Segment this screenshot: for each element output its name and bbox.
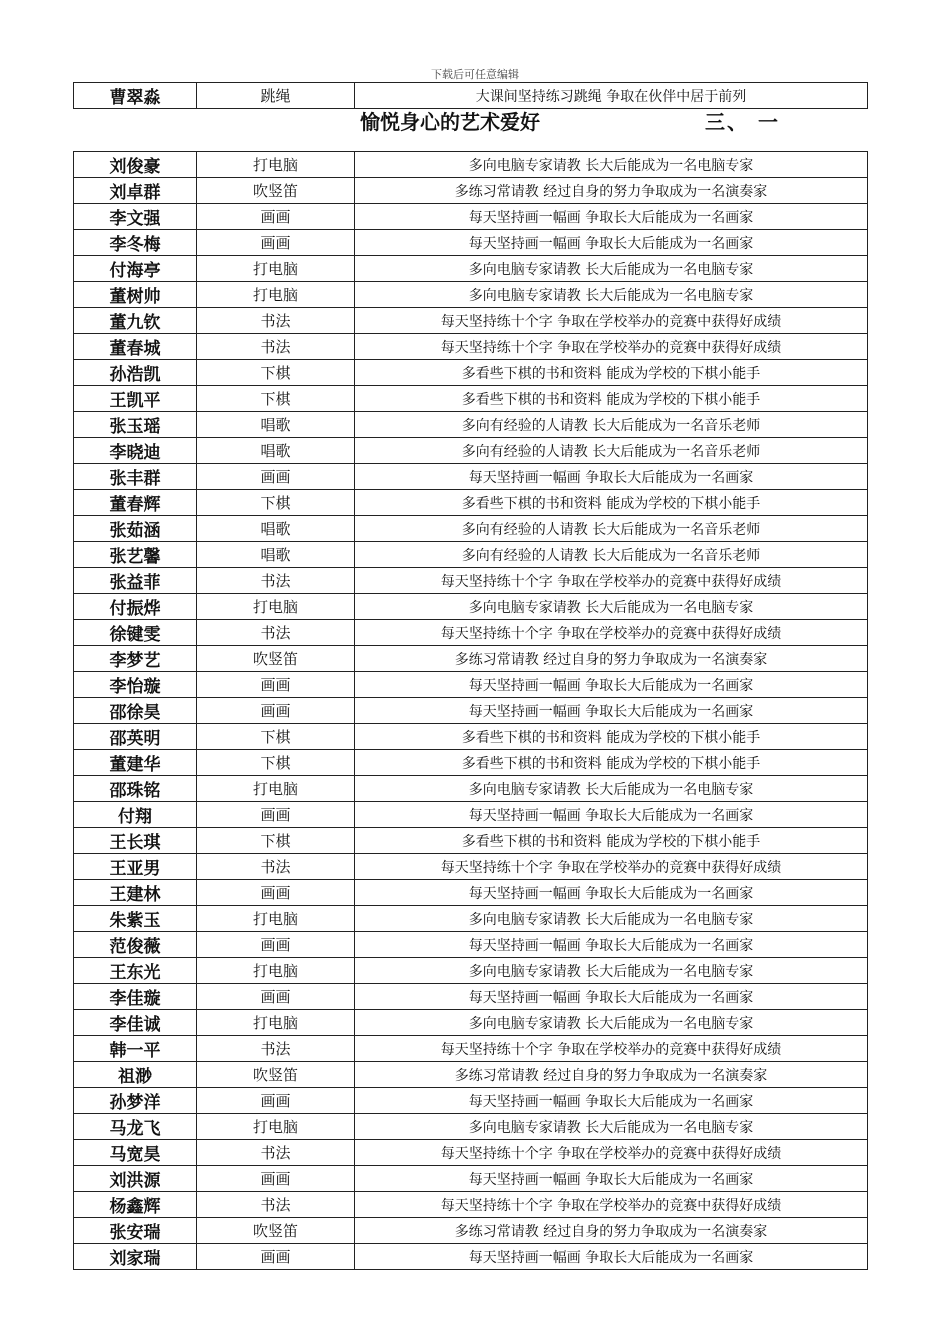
- plan-cell: 多向电脑专家请教 长大后能成为一名电脑专家: [355, 256, 868, 282]
- student-name: 刘卓群: [74, 178, 197, 204]
- plan-cell: 多向电脑专家请教 长大后能成为一名电脑专家: [355, 594, 868, 620]
- plan-cell: 多向电脑专家请教 长大后能成为一名电脑专家: [355, 282, 868, 308]
- table-row: [74, 854, 868, 880]
- student-name: 张茹涵: [74, 516, 197, 542]
- plan-cell: 每天坚持画一幅画 争取长大后能成为一名画家: [355, 230, 868, 256]
- student-name: 董建华: [74, 750, 197, 776]
- plan-cell: 多向电脑专家请教 长大后能成为一名电脑专家: [355, 152, 868, 178]
- table-row: [74, 83, 868, 109]
- table-row: [74, 386, 868, 412]
- student-name: 邵珠铭: [74, 776, 197, 802]
- student-name: 王建林: [74, 880, 197, 906]
- table-row: [74, 308, 868, 334]
- student-name: 李梦艺: [74, 646, 197, 672]
- table-row: [74, 958, 868, 984]
- plan-cell: 多练习常请教 经过自身的努力争取成为一名演奏家: [355, 1218, 868, 1244]
- table-row: [74, 620, 868, 646]
- hobby-cell: 画画: [197, 932, 355, 958]
- hobby-cell: 书法: [197, 1036, 355, 1062]
- table-row: [74, 360, 868, 386]
- hobby-cell: 打电脑: [197, 1010, 355, 1036]
- hobby-cell: 画画: [197, 1244, 355, 1270]
- plan-cell: 每天坚持画一幅画 争取长大后能成为一名画家: [355, 698, 868, 724]
- student-name: 邵徐昊: [74, 698, 197, 724]
- plan-cell: 多向有经验的人请教 长大后能成为一名音乐老师: [355, 516, 868, 542]
- student-name: 董九钦: [74, 308, 197, 334]
- hobby-cell: 跳绳: [197, 83, 355, 109]
- student-name: 朱紫玉: [74, 906, 197, 932]
- table-row: [74, 828, 868, 854]
- table-row: [74, 334, 868, 360]
- student-name: 李怡璇: [74, 672, 197, 698]
- table-row: [74, 230, 868, 256]
- hobby-cell: 画画: [197, 802, 355, 828]
- hobby-cell: 下棋: [197, 386, 355, 412]
- plan-cell: 多看些下棋的书和资料 能成为学校的下棋小能手: [355, 828, 868, 854]
- plan-cell: 每天坚持画一幅画 争取长大后能成为一名画家: [355, 672, 868, 698]
- plan-cell: 多看些下棋的书和资料 能成为学校的下棋小能手: [355, 490, 868, 516]
- student-name: 王凯平: [74, 386, 197, 412]
- hobby-cell: 书法: [197, 1140, 355, 1166]
- student-name: 刘俊豪: [74, 152, 197, 178]
- hobby-cell: 打电脑: [197, 282, 355, 308]
- table-row: [74, 1166, 868, 1192]
- student-name: 范俊薇: [74, 932, 197, 958]
- student-name: 马龙飞: [74, 1114, 197, 1140]
- student-name: 孙浩凯: [74, 360, 197, 386]
- student-name: 王东光: [74, 958, 197, 984]
- hobby-cell: 画画: [197, 464, 355, 490]
- plan-cell: 多练习常请教 经过自身的努力争取成为一名演奏家: [355, 178, 868, 204]
- plan-cell: 每天坚持画一幅画 争取长大后能成为一名画家: [355, 880, 868, 906]
- student-name: 徐键雯: [74, 620, 197, 646]
- table-row: [74, 204, 868, 230]
- hobby-cell: 画画: [197, 1166, 355, 1192]
- hobby-cell: 下棋: [197, 828, 355, 854]
- hobby-cell: 下棋: [197, 724, 355, 750]
- table-row: [74, 880, 868, 906]
- table-row: [74, 542, 868, 568]
- student-name: 刘洪源: [74, 1166, 197, 1192]
- plan-cell: 每天坚持练十个字 争取在学校举办的竞赛中获得好成绩: [355, 308, 868, 334]
- header-note: 下载后可任意编辑: [431, 68, 519, 81]
- hobby-cell: 吹竖笛: [197, 1218, 355, 1244]
- student-name: 付海亭: [74, 256, 197, 282]
- hobby-cell: 吹竖笛: [197, 1062, 355, 1088]
- table-row: [74, 1010, 868, 1036]
- plan-cell: 每天坚持画一幅画 争取长大后能成为一名画家: [355, 802, 868, 828]
- hobby-cell: 画画: [197, 204, 355, 230]
- student-name: 李佳璇: [74, 984, 197, 1010]
- student-name: 韩一平: [74, 1036, 197, 1062]
- student-name: 李晓迪: [74, 438, 197, 464]
- student-name: 祖渺: [74, 1062, 197, 1088]
- hobby-cell: 唱歌: [197, 412, 355, 438]
- plan-cell: 每天坚持画一幅画 争取长大后能成为一名画家: [355, 1166, 868, 1192]
- hobby-cell: 唱歌: [197, 542, 355, 568]
- table-row: [74, 1140, 868, 1166]
- student-name: 马宽昊: [74, 1140, 197, 1166]
- hobby-cell: 打电脑: [197, 1114, 355, 1140]
- table-row: [74, 646, 868, 672]
- hobby-cell: 唱歌: [197, 438, 355, 464]
- student-name: 刘家瑞: [74, 1244, 197, 1270]
- student-name: 李佳诚: [74, 1010, 197, 1036]
- hobby-cell: 吹竖笛: [197, 646, 355, 672]
- table-row: [74, 256, 868, 282]
- table-row: [74, 984, 868, 1010]
- table-row: [74, 802, 868, 828]
- plan-cell: 大课间坚持练习跳绳 争取在伙伴中居于前列: [355, 83, 868, 109]
- hobby-cell: 打电脑: [197, 776, 355, 802]
- plan-cell: 每天坚持画一幅画 争取长大后能成为一名画家: [355, 984, 868, 1010]
- table-row: [74, 594, 868, 620]
- student-name: 曹翠淼: [74, 83, 197, 109]
- plan-cell: 每天坚持练十个字 争取在学校举办的竞赛中获得好成绩: [355, 1140, 868, 1166]
- table-row: [74, 490, 868, 516]
- table-row: [74, 152, 868, 178]
- table-row: [74, 906, 868, 932]
- hobby-cell: 画画: [197, 880, 355, 906]
- hobby-cell: 画画: [197, 672, 355, 698]
- section-number: 三、 一: [705, 110, 780, 134]
- student-name: 张玉瑶: [74, 412, 197, 438]
- table-row: [74, 178, 868, 204]
- hobby-cell: 书法: [197, 308, 355, 334]
- table-row: [74, 1192, 868, 1218]
- plan-cell: 多向有经验的人请教 长大后能成为一名音乐老师: [355, 542, 868, 568]
- student-name: 王长琪: [74, 828, 197, 854]
- student-name: 付振烨: [74, 594, 197, 620]
- hobby-cell: 书法: [197, 854, 355, 880]
- plan-cell: 每天坚持画一幅画 争取长大后能成为一名画家: [355, 464, 868, 490]
- table-row: [74, 776, 868, 802]
- table-row: [74, 724, 868, 750]
- hobby-cell: 画画: [197, 984, 355, 1010]
- plan-cell: 每天坚持画一幅画 争取长大后能成为一名画家: [355, 1088, 868, 1114]
- hobby-cell: 书法: [197, 620, 355, 646]
- plan-cell: 多向有经验的人请教 长大后能成为一名音乐老师: [355, 438, 868, 464]
- student-name: 张丰群: [74, 464, 197, 490]
- hobby-cell: 打电脑: [197, 256, 355, 282]
- hobby-cell: 唱歌: [197, 516, 355, 542]
- table-row: [74, 1218, 868, 1244]
- table-row: [74, 750, 868, 776]
- plan-cell: 多练习常请教 经过自身的努力争取成为一名演奏家: [355, 646, 868, 672]
- hobby-cell: 书法: [197, 1192, 355, 1218]
- table-row: [74, 464, 868, 490]
- plan-cell: 每天坚持画一幅画 争取长大后能成为一名画家: [355, 1244, 868, 1270]
- hobby-cell: 书法: [197, 568, 355, 594]
- plan-cell: 多向电脑专家请教 长大后能成为一名电脑专家: [355, 1114, 868, 1140]
- student-name: 李文强: [74, 204, 197, 230]
- plan-cell: 多看些下棋的书和资料 能成为学校的下棋小能手: [355, 386, 868, 412]
- table-row: [74, 1114, 868, 1140]
- plan-cell: 多看些下棋的书和资料 能成为学校的下棋小能手: [355, 360, 868, 386]
- hobby-cell: 画画: [197, 1088, 355, 1114]
- hobby-cell: 书法: [197, 334, 355, 360]
- plan-cell: 每天坚持画一幅画 争取长大后能成为一名画家: [355, 204, 868, 230]
- table-row: [74, 438, 868, 464]
- hobby-table: [73, 151, 868, 1270]
- student-name: 张安瑞: [74, 1218, 197, 1244]
- table-row: [74, 698, 868, 724]
- table-row: [74, 1036, 868, 1062]
- table-row: [74, 1088, 868, 1114]
- hobby-cell: 下棋: [197, 360, 355, 386]
- hobby-cell: 打电脑: [197, 958, 355, 984]
- hobby-cell: 画画: [197, 698, 355, 724]
- student-name: 王亚男: [74, 854, 197, 880]
- plan-cell: 多看些下棋的书和资料 能成为学校的下棋小能手: [355, 724, 868, 750]
- student-name: 邵英明: [74, 724, 197, 750]
- plan-cell: 多向电脑专家请教 长大后能成为一名电脑专家: [355, 1010, 868, 1036]
- hobby-cell: 打电脑: [197, 906, 355, 932]
- student-name: 杨鑫辉: [74, 1192, 197, 1218]
- plan-cell: 多看些下棋的书和资料 能成为学校的下棋小能手: [355, 750, 868, 776]
- plan-cell: 多向电脑专家请教 长大后能成为一名电脑专家: [355, 906, 868, 932]
- student-name: 张艺馨: [74, 542, 197, 568]
- hobby-cell: 打电脑: [197, 152, 355, 178]
- plan-cell: 每天坚持练十个字 争取在学校举办的竞赛中获得好成绩: [355, 568, 868, 594]
- student-name: 李冬梅: [74, 230, 197, 256]
- student-name: 董树帅: [74, 282, 197, 308]
- table-row: [74, 412, 868, 438]
- table-row: [74, 932, 868, 958]
- table-row: [74, 568, 868, 594]
- student-name: 付翔: [74, 802, 197, 828]
- plan-cell: 多练习常请教 经过自身的努力争取成为一名演奏家: [355, 1062, 868, 1088]
- student-name: 张益菲: [74, 568, 197, 594]
- student-name: 孙梦洋: [74, 1088, 197, 1114]
- student-name: 董春辉: [74, 490, 197, 516]
- plan-cell: 每天坚持练十个字 争取在学校举办的竞赛中获得好成绩: [355, 334, 868, 360]
- table-row: [74, 672, 868, 698]
- hobby-cell: 打电脑: [197, 594, 355, 620]
- hobby-cell: 下棋: [197, 490, 355, 516]
- plan-cell: 多向电脑专家请教 长大后能成为一名电脑专家: [355, 776, 868, 802]
- plan-cell: 每天坚持练十个字 争取在学校举办的竞赛中获得好成绩: [355, 854, 868, 880]
- student-name: 董春城: [74, 334, 197, 360]
- plan-cell: 每天坚持练十个字 争取在学校举办的竞赛中获得好成绩: [355, 1036, 868, 1062]
- top-table: [73, 82, 868, 109]
- hobby-cell: 画画: [197, 230, 355, 256]
- section-title: 愉悦身心的艺术爱好: [360, 110, 540, 134]
- plan-cell: 每天坚持练十个字 争取在学校举办的竞赛中获得好成绩: [355, 1192, 868, 1218]
- table-row: [74, 282, 868, 308]
- table-row: [74, 516, 868, 542]
- plan-cell: 每天坚持练十个字 争取在学校举办的竞赛中获得好成绩: [355, 620, 868, 646]
- hobby-cell: 下棋: [197, 750, 355, 776]
- table-row: [74, 1244, 868, 1270]
- hobby-cell: 吹竖笛: [197, 178, 355, 204]
- plan-cell: 多向电脑专家请教 长大后能成为一名电脑专家: [355, 958, 868, 984]
- table-row: [74, 1062, 868, 1088]
- plan-cell: 多向有经验的人请教 长大后能成为一名音乐老师: [355, 412, 868, 438]
- plan-cell: 每天坚持画一幅画 争取长大后能成为一名画家: [355, 932, 868, 958]
